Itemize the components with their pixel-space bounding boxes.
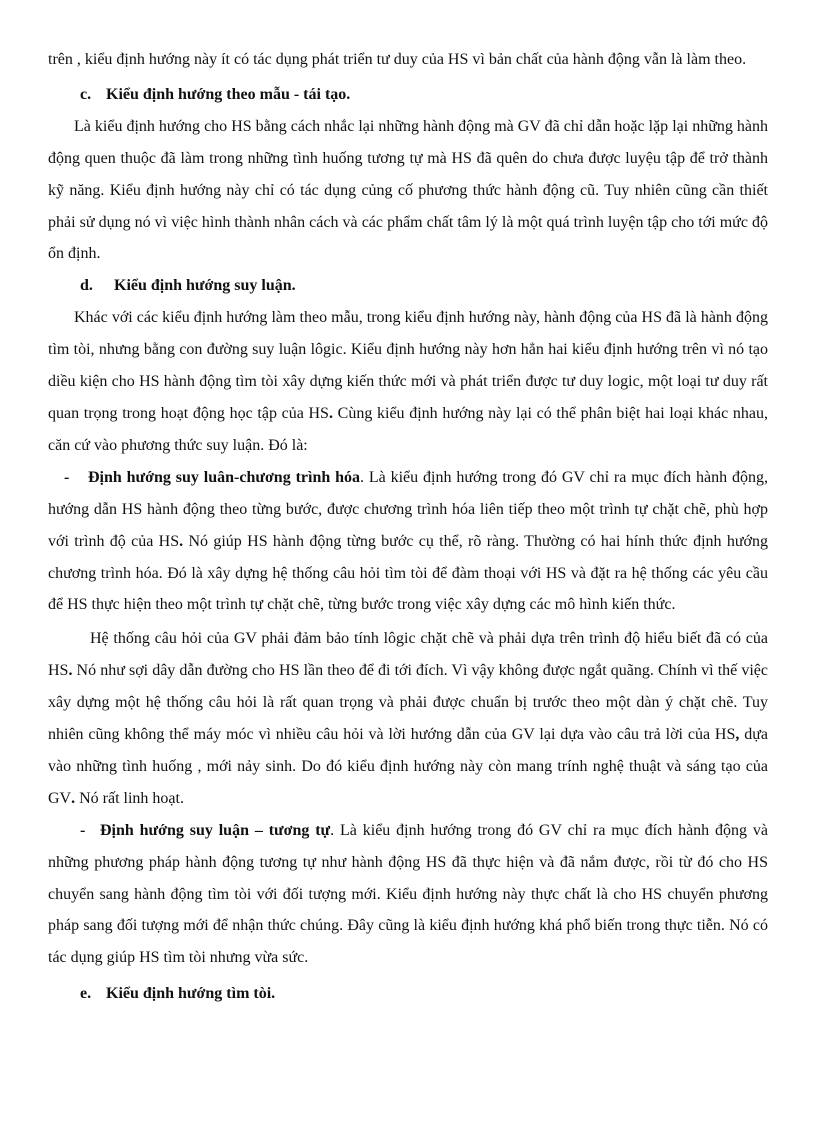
paragraph-continuation: trên , kiểu định hướng này ít có tác dụng phát triển tư duy của HS vì bản chất của hành động vẫn là làm theo.: [48, 51, 747, 68]
heading-c-letter: c.: [80, 85, 92, 103]
bold-dot: .: [68, 662, 73, 680]
heading-d: [48, 270, 768, 302]
bold-dot: .: [328, 404, 333, 422]
heading-e: [48, 978, 768, 1010]
paragraph-mau-tai-tao: Là kiểu định hướng cho HS bằng cách nhắc lại những hành động mà GV đã chỉ dẫn hoặc lặp lại những hành động quen thuộc đã làm trong những tình huống tương tự mà HS đã quên do chưa được luyệu tập để trở thành kỹ năng. Kiểu định hướng này chỉ có tác dụng củng cố phương thức hành động cũ. Tuy nhiên cũng cần thiết phải sử dụng nó vì việc hình thành nhân cách và các phẩm chất tâm lý là một quá trình luyện tập cho tới mức độ ổn định.: [48, 117, 768, 263]
dash-bullet: -: [80, 821, 86, 839]
heading-d-letter: d.: [80, 277, 93, 295]
text-run: Hệ thống câu hỏi của GV phải đảm bảo tính lôgic chặt chẽ và phải dựa trên trình độ hiểu biết đã có của HS: [48, 630, 768, 680]
paragraph-he-thong-cau-hoi: [48, 623, 768, 814]
bullet-tuong-tu: [48, 815, 768, 975]
dash-bullet: -: [64, 468, 70, 486]
heading-c-text: Kiểu định hướng theo mẫu - tái tạo.: [106, 85, 351, 103]
text-run: dựa vào những tình huống , mới nảy sinh. Do đó kiểu định hướng này còn mang trính nghệ thuật và sáng tạo của GV: [48, 726, 768, 807]
heading-e-letter: e.: [80, 985, 92, 1003]
heading-d-text: Kiểu định hướng suy luận.: [114, 277, 296, 295]
text-run: Khác với các kiểu định hướng làm theo mẫu, trong kiểu định hướng này, hành động của HS đã là hành động tìm tòi, nhưng bằng con đường suy luận lôgic. Kiểu định hướng này hơn hẳn hai kiểu định hướng trên vì nó tạo diều kiện cho HS hành động tìm tòi xây dựng kiến thức mới và phát triển được tư duy logic, một loại tư duy rất quan trọng trong hoạt động học tập của HS: [48, 309, 768, 422]
bold-dot: .: [71, 789, 76, 807]
bullet-title: Định hướng suy luận – tương tự: [100, 821, 331, 839]
text-run: Nó giúp HS hành động từng bước cụ thể, rõ ràng. Thường có hai hính thức định hướng chương trình hóa. Đó là xây dựng hệ thống câu hỏi tìm tòi để đàm thoại với HS và đặt ra hệ thống các yêu cầu để HS thực hiện theo một trình tự chặt chẽ, từng bước trong việc xây dựng các mô hình kiến thức.: [48, 532, 768, 614]
text-run: Nó rất linh hoạt.: [75, 789, 184, 807]
paragraph-suy-luan: [48, 302, 768, 462]
bold-comma: ,: [735, 726, 740, 744]
text-run: . Là kiểu định hướng trong đó GV chỉ ra mục đích hành động và những phương pháp hành động tương tự như hành động HS đã thực hiện và đã nắm được, rồi từ đó cho HS chuyển sang hành động tìm tòi với đối tượng mới. Kiểu định hướng này thực chất là cho HS chuyển phương pháp sang đối tượng mới để nhận thức chúng. Đây cũng là kiểu định hướng khá phổ biến trong thực tiễn. Nó có tác dụng giúp HS tìm tòi nhưng vừa sức.: [48, 821, 768, 967]
bullet-chuong-trinh-hoa: [48, 462, 768, 622]
heading-e-text: Kiểu định hướng tìm tòi.: [106, 985, 276, 1003]
text-run: Cùng kiểu định hướng này lại có thể phân biệt hai loại khác nhau, căn cứ vào phương thức suy luận. Đó là:: [48, 404, 769, 454]
text-run: . Là kiểu định hướng trong đó GV chỉ ra mục đích hành động, hướng dẫn HS hành động theo từng bước, được chương trình hóa liên tiếp theo một trình tự chặt chẽ, phù hợp với trình độ của HS: [48, 468, 768, 550]
bold-dot: .: [179, 532, 184, 550]
heading-c: [48, 79, 768, 111]
bullet-title: Định hướng suy luân-chương trình hóa: [88, 468, 360, 486]
text-run: Nó như sợi dây dẫn đường cho HS lần theo để đi tới đích. Vì vậy không được ngắt quãng. Chính vì thế việc xây dựng một hệ thống câu hỏi là rất quan trọng và phải được chuẩn bị trước theo một dàn ý chặt chẽ. Tuy nhiên cũng không thể máy móc vì nhiều câu hỏi và lời hướng dẫn của GV lại dựa vào câu trả lời của HS: [48, 662, 768, 744]
